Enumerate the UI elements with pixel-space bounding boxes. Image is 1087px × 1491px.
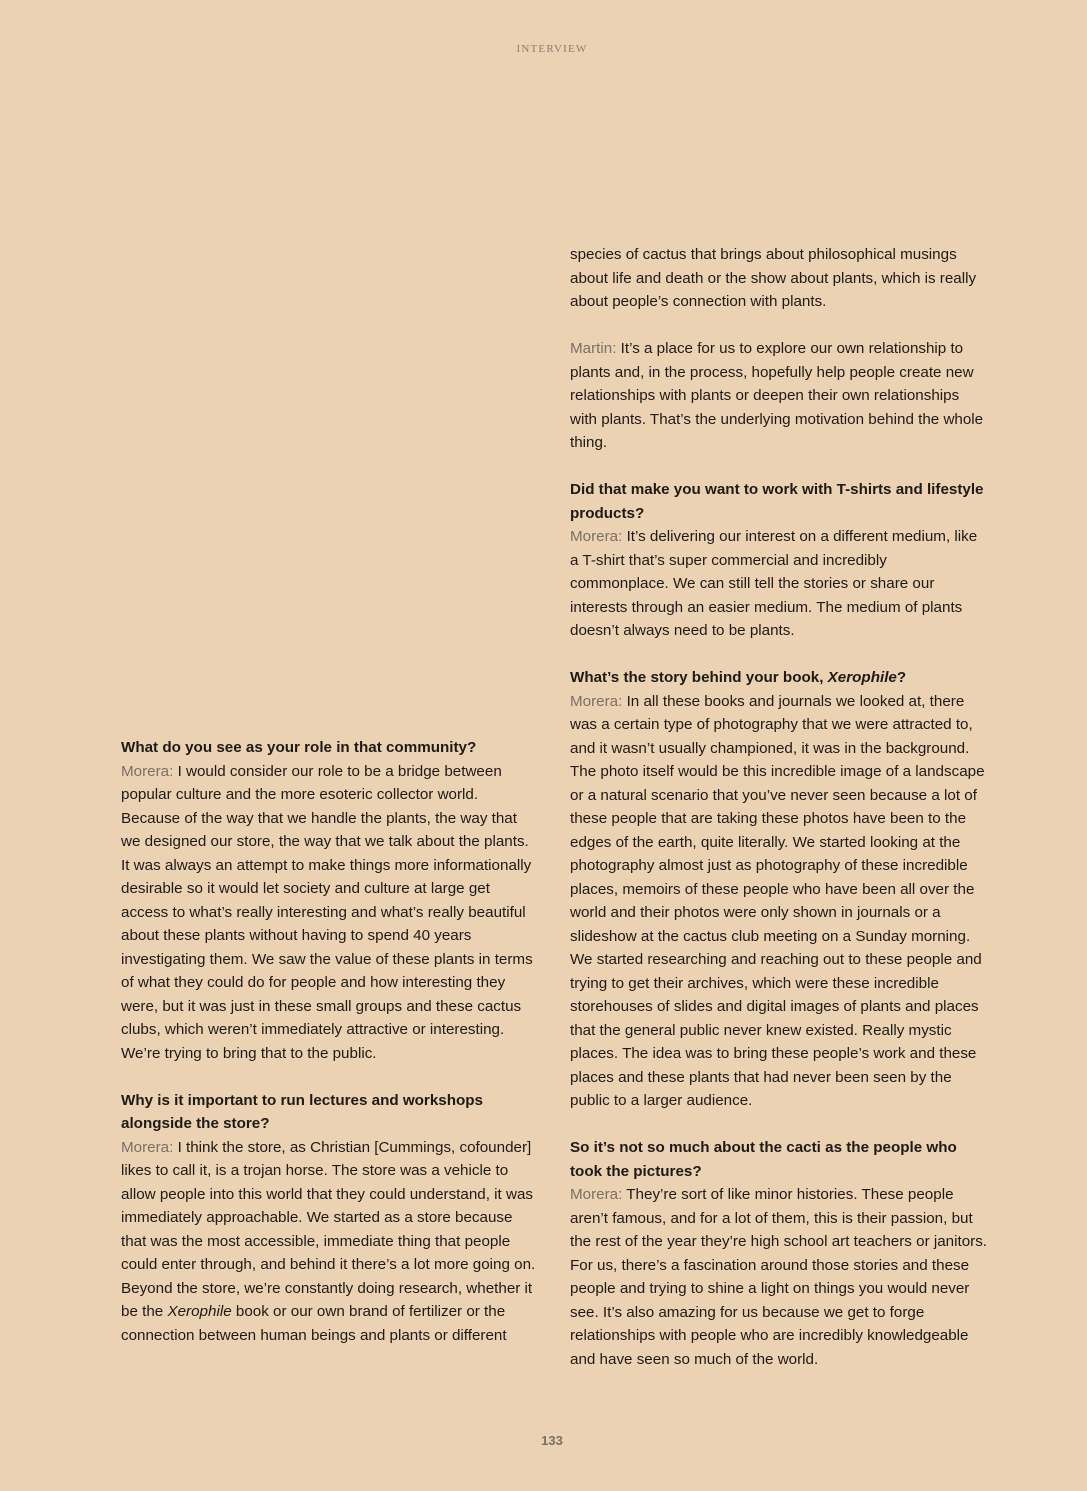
right-column	[570, 243, 988, 1395]
continued-text-block	[570, 243, 988, 314]
answer	[121, 1136, 539, 1348]
book-title: Xerophile	[827, 669, 897, 686]
speaker-label: Morera:	[121, 1138, 174, 1156]
answer-text: It’s delivering our interest on a different medium, like a T-shirt that’s super commercial and incredibly commonplace. We can still tell the stories or share our interests through an easier medium. The medium of plants doesn’t always need to be plants.	[570, 528, 978, 639]
qa-block-book	[570, 666, 988, 1113]
question: So it’s not so much about the cacti as the people who took the pictures?	[570, 1139, 957, 1180]
answer-text: It’s a place for us to explore our own relationship to plants and, in the process, hopefully help people create new relationships with plants or deepen their own relationships with plants. That’s the underlying motivation behind the whole thing.	[570, 340, 984, 451]
answer-text: In all these books and journals we looked at, there was a certain type of photography that we were attracted to, and it wasn’t usually championed, it was in the background. The photo itself would be this incredible image of a landscape or a natural scenario that you’ve never seen because a lot of these people that are taking these photos have been to the edges of the earth, quite literally. We started looking at the photography almost just as photography of these incredible places, memoirs of these people who have been all over the world and their photos were only shown in journals or a slideshow at the cactus club meeting on a Sunday morning. We started researching and reaching out to these people and trying to get their archives, which were these incredible storehouses of slides and digital images of plants and places that the general public never knew existed. Really mystic places. The idea was to bring these people’s work and these places and these plants that had never been seen by the public to a larger audience.	[570, 692, 985, 1109]
question: Did that make you want to work with T-shirts and lifestyle products?	[570, 481, 984, 522]
speaker-label: Morera:	[570, 528, 623, 545]
section-header: INTERVIEW	[516, 43, 588, 55]
answer	[570, 690, 988, 1113]
qa-block-tshirts	[570, 478, 988, 643]
answer	[121, 760, 539, 1066]
book-title: Xerophile	[167, 1303, 232, 1320]
question-mark: ?	[896, 669, 907, 686]
answer-text: I think the store, as Christian [Cummings, cofounder] likes to call it, is a trojan horse. The store was a vehicle to allow people into this world that they could understand, it was immediately approachable. We started as a store because that was the most accessible, immediate thing that people could enter through, and behind it there’s a lot more going on. Beyond the store, we’re constantly doing research, whether it be the	[121, 1138, 536, 1320]
answer-text: species of cactus that brings about philosophical musings about life and death or the show about plants, which is really about people’s connection with plants.	[570, 246, 977, 310]
answer-text: They’re sort of like minor histories. These people aren’t famous, and for a lot of them, this is their passion, but the rest of the year they’re high school art teachers or janitors. For us, there’s a fascination around those stories and these people and trying to shine a light on things you would never see. It’s also amazing for us because we get to forge relationships with people who are incredibly knowledgeable and have seen so much of the world.	[570, 1186, 988, 1368]
question: What do you see as your role in that community?	[121, 739, 477, 756]
answer	[570, 337, 988, 455]
qa-block-role	[121, 736, 539, 1065]
qa-block-lectures	[121, 1089, 539, 1348]
question	[570, 666, 988, 690]
speaker-label: Morera:	[570, 1186, 623, 1203]
answer-text: I would consider our role to be a bridge between popular culture and the more esoteric collector world. Because of the way that we handle the plants, the way that we designed our store, the way that we talk about the plants. It was always an attempt to make things more informationally desirable so it would let society and culture at large get access to what’s really interesting and what’s really beautiful about these plants without having to spend 40 years investigating them. We saw the value of these plants in terms of what they could do for people and how interesting they were, but it was just in these small groups and these cactus clubs, which weren’t immediately attractive or interesting. We’re trying to bring that to the public.	[121, 762, 533, 1062]
answer	[570, 525, 988, 643]
qa-block-martin	[570, 337, 988, 455]
question-text: What’s the story behind your book,	[570, 669, 824, 686]
left-column	[121, 736, 539, 1371]
question: Why is it important to run lectures and workshops alongside the store?	[121, 1091, 484, 1132]
qa-block-people	[570, 1136, 988, 1371]
answer-text-cont: book or our own brand of fertilizer or the connection between human beings and plants or different	[121, 1303, 507, 1344]
speaker-label: Morera:	[570, 692, 623, 710]
answer	[570, 1183, 988, 1371]
speaker-label: Martin:	[570, 340, 617, 357]
page-number: 133	[541, 1433, 563, 1448]
speaker-label: Morera:	[121, 762, 174, 780]
